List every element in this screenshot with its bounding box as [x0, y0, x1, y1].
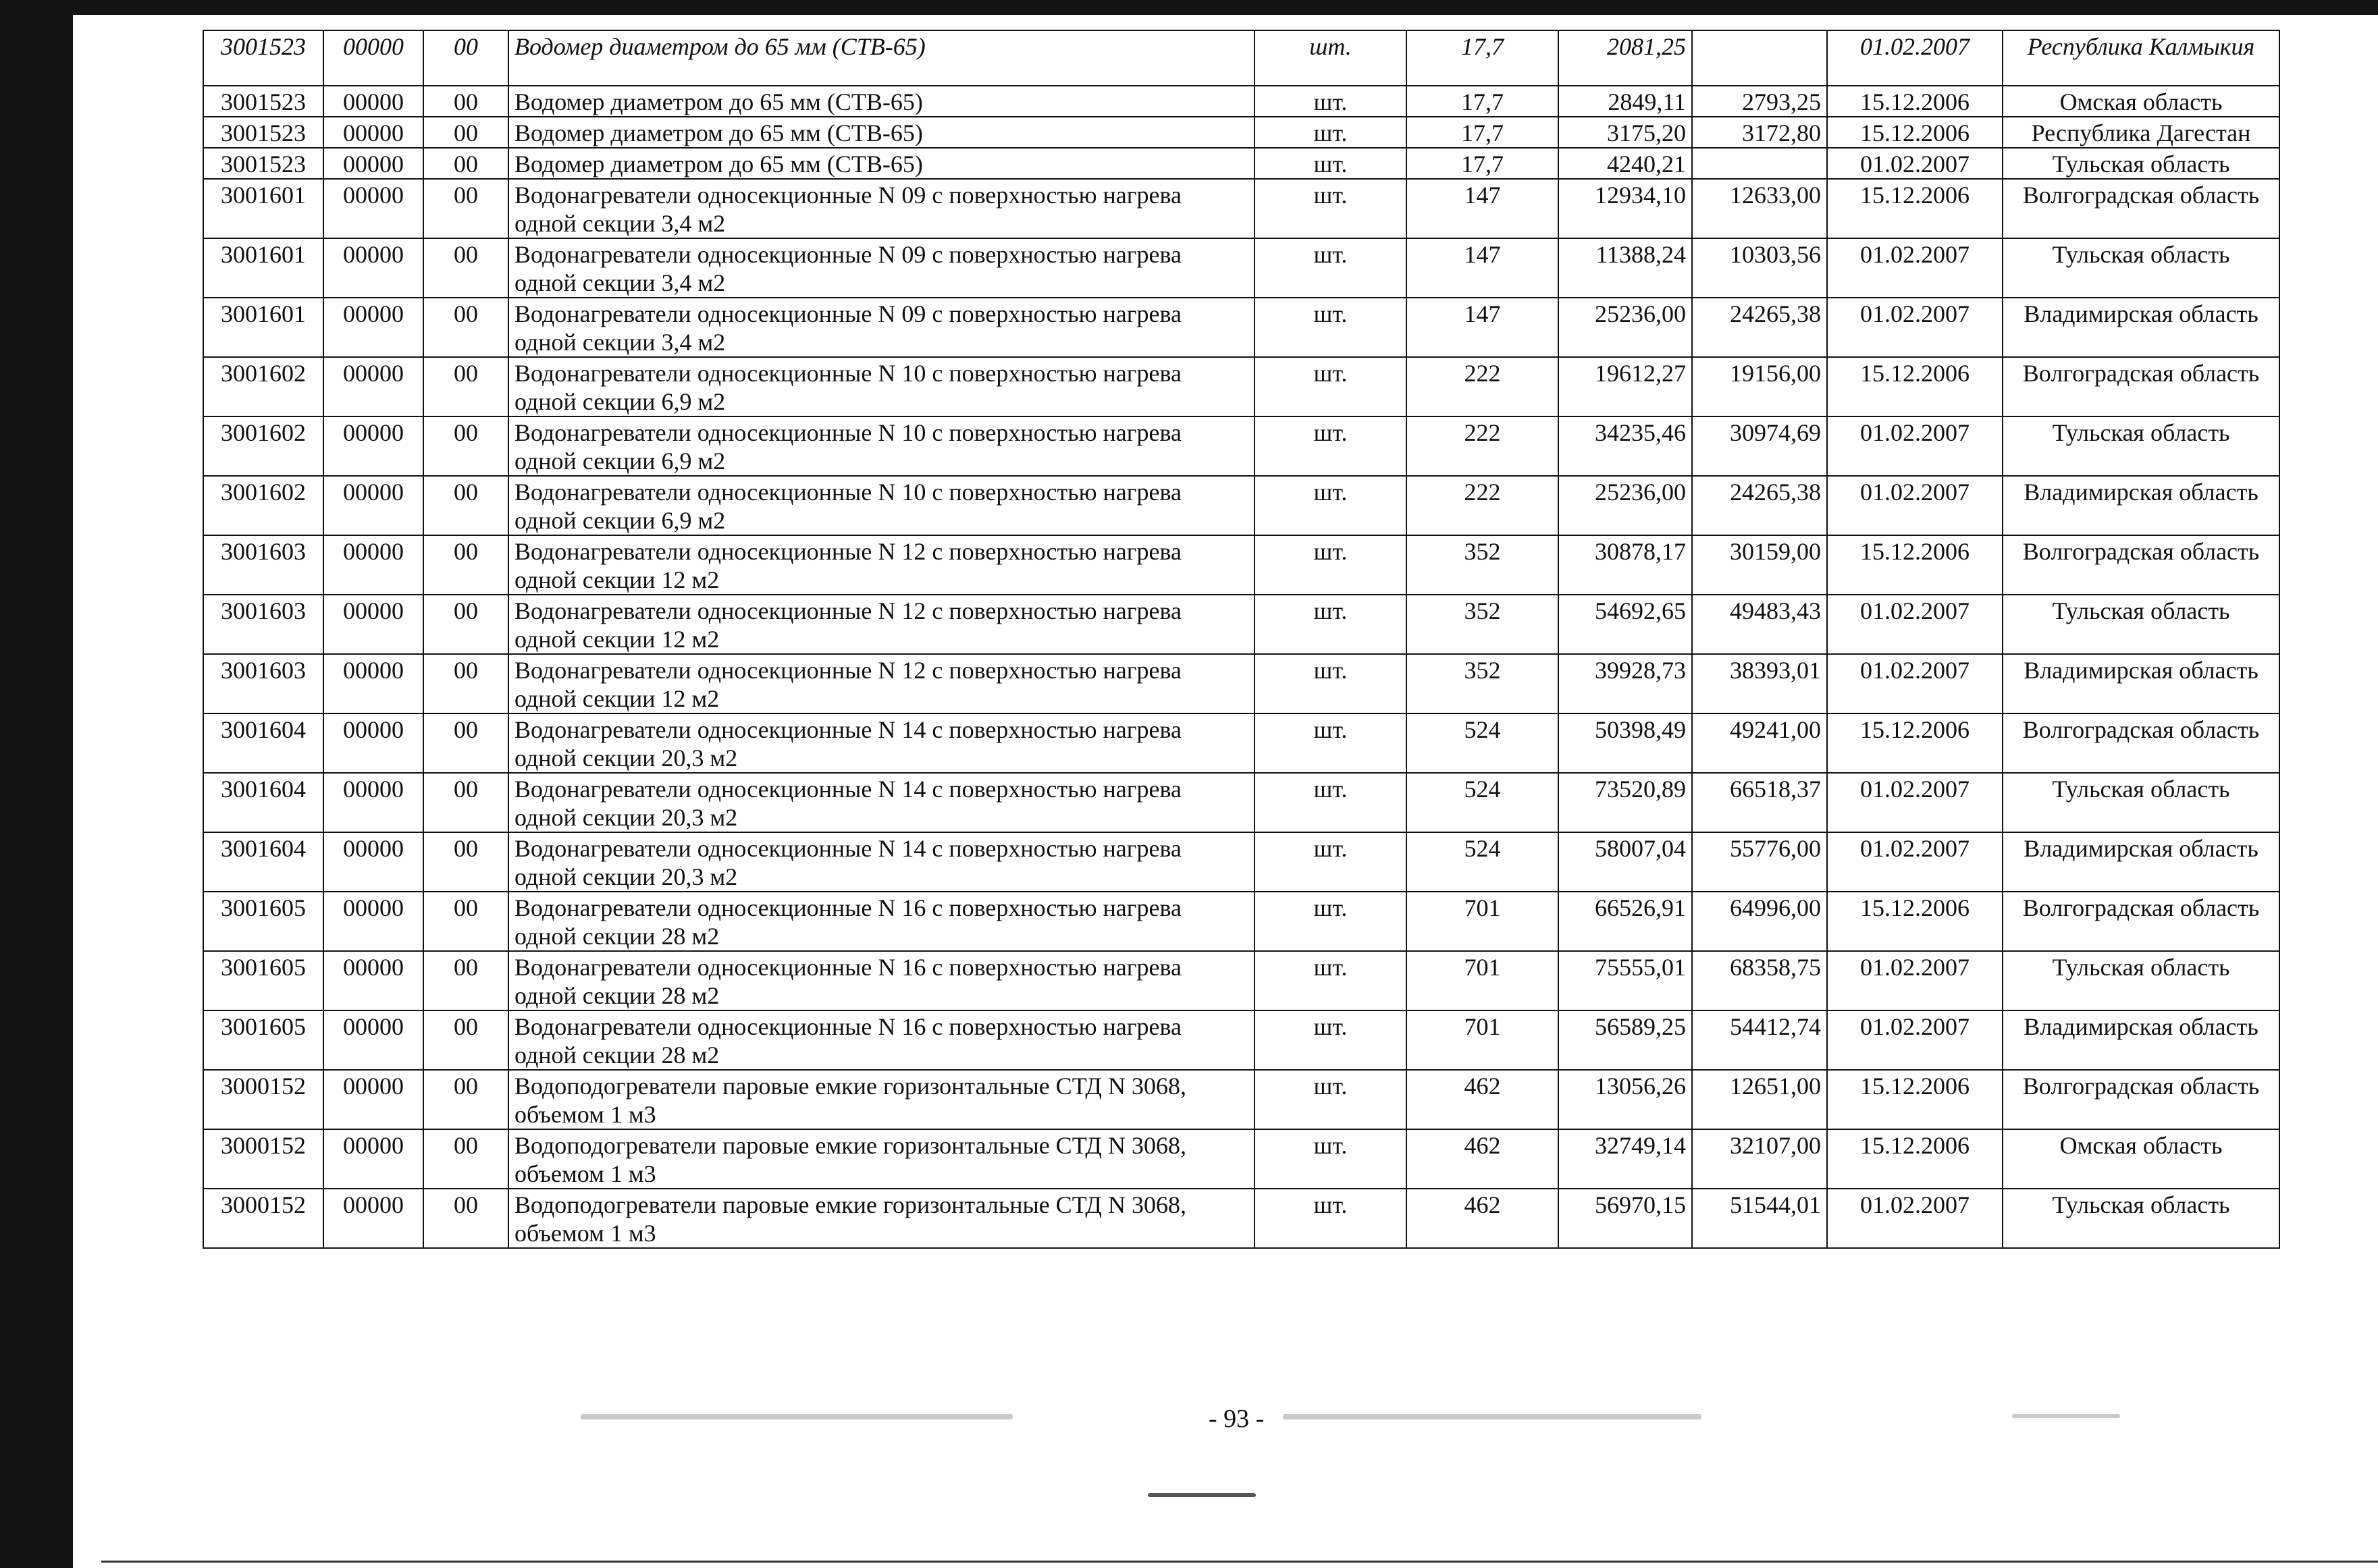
quantity-cell: 147: [1406, 298, 1558, 357]
table-row: [203, 298, 2279, 357]
code-cell: 3001602: [203, 357, 323, 416]
date-cell: 01.02.2007: [1827, 773, 2003, 832]
item-name-cell: Водонагреватели односекционные N 12 с поверхностью нагрева одной секции 12 м2: [508, 535, 1254, 595]
date-cell: 01.02.2007: [1827, 476, 2003, 535]
code-cell: 3001603: [203, 535, 323, 595]
price-cell: 25236,00: [1558, 476, 1692, 535]
price-alt-cell: 12633,00: [1692, 179, 1827, 238]
price-table: [203, 30, 2280, 1249]
price-alt-cell: 49241,00: [1692, 713, 1827, 773]
price-alt-cell: 30974,69: [1692, 416, 1827, 476]
table-row: [203, 238, 2279, 298]
scan-smudge: [1283, 1414, 1701, 1420]
table-row: [203, 357, 2279, 416]
quantity-cell: 222: [1406, 476, 1558, 535]
region-cell: Тульская область: [2003, 416, 2279, 476]
unit-cell: шт.: [1254, 654, 1406, 713]
price-cell: 19612,27: [1558, 357, 1692, 416]
price-alt-cell: 32107,00: [1692, 1129, 1827, 1189]
quantity-cell: 524: [1406, 773, 1558, 832]
unit-cell: шт.: [1254, 1129, 1406, 1189]
price-cell: 39928,73: [1558, 654, 1692, 713]
quantity-cell: 17,7: [1406, 86, 1558, 117]
variant-cell: 00: [423, 357, 508, 416]
code-cell: 3001603: [203, 654, 323, 713]
subcode-cell: 00000: [323, 1189, 423, 1248]
date-cell: 15.12.2006: [1827, 1129, 2003, 1189]
price-alt-cell: 54412,74: [1692, 1010, 1827, 1070]
date-cell: 15.12.2006: [1827, 117, 2003, 148]
price-alt-cell: 24265,38: [1692, 476, 1827, 535]
subcode-cell: 00000: [323, 117, 423, 148]
quantity-cell: 701: [1406, 1010, 1558, 1070]
quantity-cell: 17,7: [1406, 148, 1558, 179]
price-cell: 34235,46: [1558, 416, 1692, 476]
unit-cell: шт.: [1254, 30, 1406, 86]
item-name-cell: Водонагреватели односекционные N 14 с поверхностью нагрева одной секции 20,3 м2: [508, 832, 1254, 892]
price-alt-cell: 38393,01: [1692, 654, 1827, 713]
price-alt-cell: 3172,80: [1692, 117, 1827, 148]
price-cell: 3175,20: [1558, 117, 1692, 148]
scan-smudge: [1148, 1493, 1256, 1497]
price-cell: 75555,01: [1558, 951, 1692, 1010]
unit-cell: шт.: [1254, 86, 1406, 117]
price-alt-cell: 55776,00: [1692, 832, 1827, 892]
subcode-cell: 00000: [323, 654, 423, 713]
unit-cell: шт.: [1254, 713, 1406, 773]
item-name-cell: Водоподогреватели паровые емкие горизонтальные СТД N 3068, объемом 1 м3: [508, 1189, 1254, 1248]
item-name-cell: Водоподогреватели паровые емкие горизонтальные СТД N 3068, объемом 1 м3: [508, 1129, 1254, 1189]
date-cell: 15.12.2006: [1827, 535, 2003, 595]
region-cell: Тульская область: [2003, 951, 2279, 1010]
page-number: - 93 -: [1209, 1405, 1265, 1433]
unit-cell: шт.: [1254, 951, 1406, 1010]
subcode-cell: 00000: [323, 357, 423, 416]
item-name-cell: Водомер диаметром до 65 мм (СТВ-65): [508, 117, 1254, 148]
price-cell: 4240,21: [1558, 148, 1692, 179]
quantity-cell: 147: [1406, 238, 1558, 298]
item-name-cell: Водомер диаметром до 65 мм (СТВ-65): [508, 148, 1254, 179]
region-cell: Волгоградская область: [2003, 1070, 2279, 1129]
item-name-cell: Водонагреватели односекционные N 09 с поверхностью нагрева одной секции 3,4 м2: [508, 179, 1254, 238]
region-cell: Владимирская область: [2003, 654, 2279, 713]
region-cell: Волгоградская область: [2003, 892, 2279, 951]
price-alt-cell: 19156,00: [1692, 357, 1827, 416]
code-cell: 3001523: [203, 117, 323, 148]
unit-cell: шт.: [1254, 476, 1406, 535]
table-row: [203, 476, 2279, 535]
price-cell: 30878,17: [1558, 535, 1692, 595]
price-cell: 2081,25: [1558, 30, 1692, 86]
quantity-cell: 352: [1406, 595, 1558, 654]
date-cell: 01.02.2007: [1827, 148, 2003, 179]
quantity-cell: 701: [1406, 951, 1558, 1010]
unit-cell: шт.: [1254, 1010, 1406, 1070]
subcode-cell: 00000: [323, 535, 423, 595]
quantity-cell: 462: [1406, 1189, 1558, 1248]
item-name-cell: Водомер диаметром до 65 мм (СТВ-65): [508, 30, 1254, 86]
variant-cell: 00: [423, 30, 508, 86]
price-alt-cell: 49483,43: [1692, 595, 1827, 654]
item-name-cell: Водонагреватели односекционные N 14 с поверхностью нагрева одной секции 20,3 м2: [508, 713, 1254, 773]
code-cell: 3001523: [203, 86, 323, 117]
price-cell: 11388,24: [1558, 238, 1692, 298]
price-alt-cell: 66518,37: [1692, 773, 1827, 832]
quantity-cell: 352: [1406, 654, 1558, 713]
quantity-cell: 524: [1406, 713, 1558, 773]
subcode-cell: 00000: [323, 238, 423, 298]
subcode-cell: 00000: [323, 951, 423, 1010]
subcode-cell: 00000: [323, 595, 423, 654]
region-cell: Республика Калмыкия: [2003, 30, 2279, 86]
subcode-cell: 00000: [323, 1010, 423, 1070]
subcode-cell: 00000: [323, 1070, 423, 1129]
price-cell: 13056,26: [1558, 1070, 1692, 1129]
code-cell: 3001601: [203, 238, 323, 298]
unit-cell: шт.: [1254, 535, 1406, 595]
region-cell: Владимирская область: [2003, 298, 2279, 357]
item-name-cell: Водоподогреватели паровые емкие горизонтальные СТД N 3068, объемом 1 м3: [508, 1070, 1254, 1129]
scan-smudge: [2012, 1414, 2120, 1418]
subcode-cell: 00000: [323, 476, 423, 535]
table-row: [203, 773, 2279, 832]
code-cell: 3001602: [203, 476, 323, 535]
quantity-cell: 17,7: [1406, 117, 1558, 148]
subcode-cell: 00000: [323, 30, 423, 86]
date-cell: 15.12.2006: [1827, 892, 2003, 951]
date-cell: 15.12.2006: [1827, 179, 2003, 238]
subcode-cell: 00000: [323, 86, 423, 117]
quantity-cell: 222: [1406, 416, 1558, 476]
region-cell: Владимирская область: [2003, 1010, 2279, 1070]
quantity-cell: 17,7: [1406, 30, 1558, 86]
price-alt-cell: [1692, 30, 1827, 86]
date-cell: 15.12.2006: [1827, 713, 2003, 773]
date-cell: 01.02.2007: [1827, 1189, 2003, 1248]
item-name-cell: Водонагреватели односекционные N 16 с поверхностью нагрева одной секции 28 м2: [508, 951, 1254, 1010]
date-cell: 15.12.2006: [1827, 357, 2003, 416]
table-row: [203, 1129, 2279, 1189]
variant-cell: 00: [423, 832, 508, 892]
scan-edge-bottom: [101, 1561, 2378, 1563]
item-name-cell: Водонагреватели односекционные N 09 с поверхностью нагрева одной секции 3,4 м2: [508, 298, 1254, 357]
unit-cell: шт.: [1254, 357, 1406, 416]
unit-cell: шт.: [1254, 238, 1406, 298]
code-cell: 3001602: [203, 416, 323, 476]
region-cell: Волгоградская область: [2003, 357, 2279, 416]
date-cell: 01.02.2007: [1827, 832, 2003, 892]
unit-cell: шт.: [1254, 1189, 1406, 1248]
unit-cell: шт.: [1254, 148, 1406, 179]
region-cell: Волгоградская область: [2003, 535, 2279, 595]
quantity-cell: 147: [1406, 179, 1558, 238]
date-cell: 01.02.2007: [1827, 595, 2003, 654]
variant-cell: 00: [423, 535, 508, 595]
price-alt-cell: 2793,25: [1692, 86, 1827, 117]
quantity-cell: 222: [1406, 357, 1558, 416]
date-cell: 01.02.2007: [1827, 238, 2003, 298]
item-name-cell: Водонагреватели односекционные N 14 с поверхностью нагрева одной секции 20,3 м2: [508, 773, 1254, 832]
subcode-cell: 00000: [323, 179, 423, 238]
unit-cell: шт.: [1254, 416, 1406, 476]
code-cell: 3001601: [203, 179, 323, 238]
table-row: [203, 416, 2279, 476]
variant-cell: 00: [423, 713, 508, 773]
scan-edge-left: [0, 0, 73, 1568]
price-cell: 12934,10: [1558, 179, 1692, 238]
scan-edge-top: [0, 0, 2378, 15]
date-cell: 01.02.2007: [1827, 654, 2003, 713]
table-row: [203, 30, 2279, 86]
unit-cell: шт.: [1254, 1070, 1406, 1129]
variant-cell: 00: [423, 1010, 508, 1070]
region-cell: Омская область: [2003, 86, 2279, 117]
code-cell: 3001604: [203, 773, 323, 832]
subcode-cell: 00000: [323, 832, 423, 892]
price-cell: 56970,15: [1558, 1189, 1692, 1248]
scan-edge-top-right: [2216, 0, 2378, 9]
region-cell: Волгоградская область: [2003, 179, 2279, 238]
unit-cell: шт.: [1254, 298, 1406, 357]
price-table-body: [203, 30, 2279, 1248]
table-row: [203, 892, 2279, 951]
item-name-cell: Водонагреватели односекционные N 12 с поверхностью нагрева одной секции 12 м2: [508, 595, 1254, 654]
price-cell: 2849,11: [1558, 86, 1692, 117]
price-cell: 73520,89: [1558, 773, 1692, 832]
item-name-cell: Водонагреватели односекционные N 10 с поверхностью нагрева одной секции 6,9 м2: [508, 357, 1254, 416]
quantity-cell: 352: [1406, 535, 1558, 595]
scan-smudge: [581, 1414, 1013, 1420]
subcode-cell: 00000: [323, 416, 423, 476]
region-cell: Владимирская область: [2003, 476, 2279, 535]
date-cell: 15.12.2006: [1827, 86, 2003, 117]
variant-cell: 00: [423, 179, 508, 238]
variant-cell: 00: [423, 476, 508, 535]
variant-cell: 00: [423, 1189, 508, 1248]
variant-cell: 00: [423, 86, 508, 117]
region-cell: Тульская область: [2003, 238, 2279, 298]
code-cell: 3001605: [203, 951, 323, 1010]
unit-cell: шт.: [1254, 595, 1406, 654]
date-cell: 01.02.2007: [1827, 298, 2003, 357]
code-cell: 3001601: [203, 298, 323, 357]
table-row: [203, 1010, 2279, 1070]
price-cell: 25236,00: [1558, 298, 1692, 357]
unit-cell: шт.: [1254, 179, 1406, 238]
code-cell: 3000152: [203, 1129, 323, 1189]
code-cell: 3001523: [203, 148, 323, 179]
price-alt-cell: 10303,56: [1692, 238, 1827, 298]
date-cell: 01.02.2007: [1827, 1010, 2003, 1070]
region-cell: Волгоградская область: [2003, 713, 2279, 773]
subcode-cell: 00000: [323, 148, 423, 179]
item-name-cell: Водонагреватели односекционные N 12 с поверхностью нагрева одной секции 12 м2: [508, 654, 1254, 713]
region-cell: Тульская область: [2003, 773, 2279, 832]
item-name-cell: Водонагреватели односекционные N 16 с поверхностью нагрева одной секции 28 м2: [508, 892, 1254, 951]
date-cell: 01.02.2007: [1827, 951, 2003, 1010]
date-cell: 01.02.2007: [1827, 416, 2003, 476]
quantity-cell: 701: [1406, 892, 1558, 951]
table-row: [203, 148, 2279, 179]
region-cell: Республика Дагестан: [2003, 117, 2279, 148]
subcode-cell: 00000: [323, 892, 423, 951]
unit-cell: шт.: [1254, 117, 1406, 148]
code-cell: 3001605: [203, 1010, 323, 1070]
item-name-cell: Водонагреватели односекционные N 10 с поверхностью нагрева одной секции 6,9 м2: [508, 476, 1254, 535]
subcode-cell: 00000: [323, 298, 423, 357]
table-row: [203, 117, 2279, 148]
date-cell: 01.02.2007: [1827, 30, 2003, 86]
code-cell: 3001604: [203, 832, 323, 892]
subcode-cell: 00000: [323, 1129, 423, 1189]
price-cell: 66526,91: [1558, 892, 1692, 951]
variant-cell: 00: [423, 298, 508, 357]
date-cell: 15.12.2006: [1827, 1070, 2003, 1129]
variant-cell: 00: [423, 416, 508, 476]
subcode-cell: 00000: [323, 713, 423, 773]
price-alt-cell: 30159,00: [1692, 535, 1827, 595]
price-cell: 32749,14: [1558, 1129, 1692, 1189]
table-row: [203, 654, 2279, 713]
unit-cell: шт.: [1254, 773, 1406, 832]
unit-cell: шт.: [1254, 892, 1406, 951]
price-alt-cell: 24265,38: [1692, 298, 1827, 357]
code-cell: 3001603: [203, 595, 323, 654]
variant-cell: 00: [423, 595, 508, 654]
price-cell: 58007,04: [1558, 832, 1692, 892]
table-row: [203, 1189, 2279, 1248]
code-cell: 3001523: [203, 30, 323, 86]
table-row: [203, 1070, 2279, 1129]
code-cell: 3001604: [203, 713, 323, 773]
table-row: [203, 832, 2279, 892]
price-alt-cell: 12651,00: [1692, 1070, 1827, 1129]
variant-cell: 00: [423, 117, 508, 148]
variant-cell: 00: [423, 238, 508, 298]
region-cell: Тульская область: [2003, 595, 2279, 654]
price-cell: 50398,49: [1558, 713, 1692, 773]
region-cell: Тульская область: [2003, 1189, 2279, 1248]
table-row: [203, 951, 2279, 1010]
price-cell: 56589,25: [1558, 1010, 1692, 1070]
table-row: [203, 535, 2279, 595]
price-alt-cell: [1692, 148, 1827, 179]
unit-cell: шт.: [1254, 832, 1406, 892]
quantity-cell: 462: [1406, 1070, 1558, 1129]
price-alt-cell: 64996,00: [1692, 892, 1827, 951]
variant-cell: 00: [423, 1070, 508, 1129]
item-name-cell: Водонагреватели односекционные N 09 с поверхностью нагрева одной секции 3,4 м2: [508, 238, 1254, 298]
region-cell: Омская область: [2003, 1129, 2279, 1189]
region-cell: Владимирская область: [2003, 832, 2279, 892]
subcode-cell: 00000: [323, 773, 423, 832]
code-cell: 3001605: [203, 892, 323, 951]
table-row: [203, 179, 2279, 238]
quantity-cell: 462: [1406, 1129, 1558, 1189]
table-row: [203, 713, 2279, 773]
item-name-cell: Водонагреватели односекционные N 10 с поверхностью нагрева одной секции 6,9 м2: [508, 416, 1254, 476]
price-alt-cell: 51544,01: [1692, 1189, 1827, 1248]
variant-cell: 00: [423, 1129, 508, 1189]
price-cell: 54692,65: [1558, 595, 1692, 654]
item-name-cell: Водонагреватели односекционные N 16 с поверхностью нагрева одной секции 28 м2: [508, 1010, 1254, 1070]
variant-cell: 00: [423, 951, 508, 1010]
price-alt-cell: 68358,75: [1692, 951, 1827, 1010]
code-cell: 3000152: [203, 1189, 323, 1248]
code-cell: 3000152: [203, 1070, 323, 1129]
region-cell: Тульская область: [2003, 148, 2279, 179]
table-row: [203, 86, 2279, 117]
quantity-cell: 524: [1406, 832, 1558, 892]
variant-cell: 00: [423, 892, 508, 951]
variant-cell: 00: [423, 148, 508, 179]
table-row: [203, 595, 2279, 654]
variant-cell: 00: [423, 773, 508, 832]
item-name-cell: Водомер диаметром до 65 мм (СТВ-65): [508, 86, 1254, 117]
variant-cell: 00: [423, 654, 508, 713]
